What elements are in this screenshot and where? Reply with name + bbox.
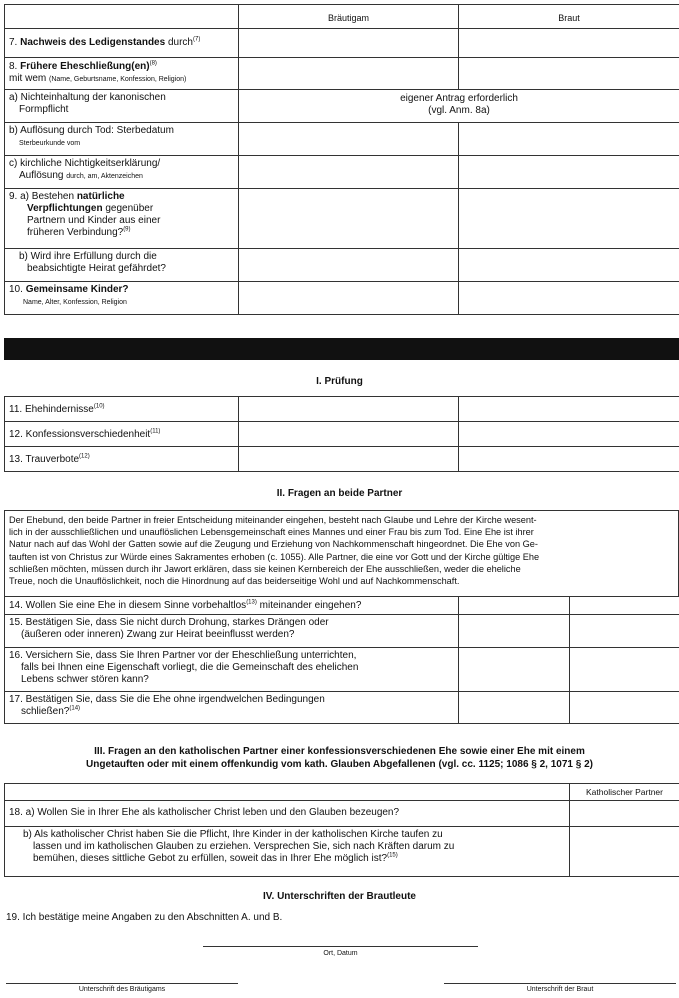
row-9a-bride-cell[interactable]: [459, 189, 679, 249]
q17-bride-cell[interactable]: [570, 692, 679, 724]
catholic-partner-table: [4, 783, 679, 877]
row-11-groom-cell[interactable]: [239, 397, 459, 422]
q17-groom-cell[interactable]: [459, 692, 570, 724]
marital-status-table: [4, 4, 679, 315]
row-8a-label: a) Nichteinhaltung der kanonischen Formpflicht: [5, 90, 239, 123]
row-9b-groom-cell[interactable]: [239, 249, 459, 282]
row-13-label: 13. Trauverbote$^{(12)}$: [5, 447, 239, 472]
row-9b-label: b) Wird ihre Erfüllung durch die beabsichtigte Heirat gefährdet?: [5, 249, 239, 282]
row-8-groom-cell[interactable]: [239, 58, 459, 90]
row-8-label: 8. Frühere Eheschließung(en)$^{(8)}$ mit wem (Name, Geburtsname, Konfession, Religion): [5, 58, 239, 90]
header-blank: [5, 5, 239, 29]
section-2-title: II. Fragen an beide Partner: [276, 488, 403, 499]
row-7-groom-cell[interactable]: [239, 29, 459, 58]
row-9a-label: 9. a) Bestehen natürliche Verpflichtungen gegenüber Partnern und Kinder aus einer früheren Verbindung?$^{(9)}$: [5, 189, 239, 249]
q18b-answer-cell[interactable]: [570, 827, 679, 877]
q14-label: 14. Wollen Sie eine Ehe in diesem Sinne vorbehaltlos$^{(13)}$ miteinander eingehen?: [5, 597, 459, 615]
row-8b-groom-cell[interactable]: [239, 123, 459, 156]
catholic-header-blank: [5, 784, 570, 801]
row-12-label: 12. Konfessionsverschiedenheit$^{(11)}$: [5, 422, 239, 447]
q18b-label: b) Als katholischer Christ haben Sie die Pflicht, Ihre Kinder in der katholischen Kirche taufen zu lassen und im katholischen Glauben zu erziehen. Versprechen Sie, sich nach Kräften darum zu bemühen, dieses sittliche Gebot zu erfüllen, soweit das in Ihrer Ehe möglich ist?$^{(15)}$: [5, 827, 570, 877]
row-8a-merged-note: eigener Antrag erforderlich (vgl. Anm. 8a): [239, 90, 679, 123]
q15-groom-cell[interactable]: [459, 615, 570, 648]
q17-label: 17. Bestätigen Sie, dass Sie die Ehe ohne irgendwelchen Bedingungen schließen?$^{(14)}$: [5, 692, 459, 724]
q15-label: 15. Bestätigen Sie, dass Sie nicht durch Drohung, starkes Drängen oder (äußeren oder inneren) Zwang zur Heirat beeinflusst werden?: [5, 615, 459, 648]
row-8c-label: c) kirchliche Nichtigkeitserklärung/ Auflösung durch, am, Aktenzeichen: [5, 156, 239, 189]
row-8c-groom-cell[interactable]: [239, 156, 459, 189]
q18a-answer-cell[interactable]: [570, 801, 679, 827]
row-8-bride-cell[interactable]: [459, 58, 679, 90]
row-13-bride-cell[interactable]: [459, 447, 679, 472]
row-12-bride-cell[interactable]: [459, 422, 679, 447]
q16-groom-cell[interactable]: [459, 648, 570, 692]
row-11-bride-cell[interactable]: [459, 397, 679, 422]
bride-signature-line[interactable]: [444, 983, 676, 984]
q14-groom-cell[interactable]: [459, 597, 570, 615]
row-10-bride-cell[interactable]: [459, 282, 679, 315]
section-b-header-bar: [4, 338, 679, 360]
q16-bride-cell[interactable]: [570, 648, 679, 692]
questions-both-table: [4, 596, 679, 724]
row-12-groom-cell[interactable]: [239, 422, 459, 447]
row-8c-bride-cell[interactable]: [459, 156, 679, 189]
q15-bride-cell[interactable]: [570, 615, 679, 648]
examination-table: [4, 396, 679, 472]
row-8b-bride-cell[interactable]: [459, 123, 679, 156]
row-10-label: 10. Gemeinsame Kinder? Name, Alter, Konfession, Religion: [5, 282, 239, 315]
section-1-title: I. Prüfung: [316, 376, 363, 387]
q18a-label: 18. a) Wollen Sie in Ihrer Ehe als katholischer Christ leben und den Glauben bezeugen?: [5, 801, 570, 827]
q19-text: 19. Ich bestätige meine Angaben zu den Abschnitten A. und B.: [6, 912, 283, 923]
row-10-groom-cell[interactable]: [239, 282, 459, 315]
row-9b-bride-cell[interactable]: [459, 249, 679, 282]
groom-signature-caption: Unterschrift des Bräutigams: [78, 986, 166, 993]
row-13-groom-cell[interactable]: [239, 447, 459, 472]
col-groom-header: Bräutigam: [239, 5, 459, 29]
row-11-label: 11. Ehehindernisse$^{(10)}$: [5, 397, 239, 422]
groom-signature-line[interactable]: [6, 983, 238, 984]
place-date-line[interactable]: [203, 946, 478, 947]
place-date-caption: Ort, Datum: [323, 950, 358, 957]
col-catholic-header: Katholischer Partner: [570, 784, 679, 801]
section-3-title: III. Fragen an den katholischen Partner einer konfessionsverschiedenen Ehe sowie einer Ehe mit einem Ungetauften oder mit einem offenkundig vom kath. Glauben Abgefallenen (vgl. cc. 1125; 1086 § 2, 1071 § 2): [86, 746, 593, 770]
row-7-bride-cell[interactable]: [459, 29, 679, 58]
col-bride-header: Braut: [459, 5, 679, 29]
q14-bride-cell[interactable]: [570, 597, 679, 615]
q16-label: 16. Versichern Sie, dass Sie Ihren Partner vor der Eheschließung unterrichten, falls bei Ihnen eine Eigenschaft vorliegt, die die Gemeinschaft des ehelichen Lebens schwer stören kann?: [5, 648, 459, 692]
bride-signature-caption: Unterschrift der Braut: [526, 986, 594, 993]
section-4-title: IV. Unterschriften der Brautleute: [262, 891, 416, 902]
row-9a-groom-cell[interactable]: [239, 189, 459, 249]
intro-paragraph: Der Ehebund, den beide Partner in freier Entscheidung miteinander eingehen, besteht nach Glaube und Lehre der Kirche wesent- lich in der ausschließlichen und unauflöslichen Lebensgemeinschaft eines Mannes und einer Frau bis zum Tod. Eine Ehe ist ihrer Natur nach auf das Wohl der Gatten sowie auf die Zeugung und Erziehung von Nachkommenschaft hingeordnet. Die Ehe von Ge- tauften ist von Christus zur Würde eines Sakramentes erhoben (c. 1055). Alle Partner, die eine vor Gott und der Kirche gültige Ehe schließen möchten, müssen durch ihr Jawort erklären, dass sie keinen Kernbereich der Ehe ausschließen, weder die eheliche Treue, noch die Unauflöslichkeit, noch die Hinordnung auf das beiderseitige Wohl und auf Nachkommenschaft.: [9, 515, 540, 587]
row-7-label: 7. Nachweis des Ledigenstandes durch$^{(7)}$: [5, 29, 239, 58]
row-8b-label: b) Auflösung durch Tod: Sterbedatum Sterbeurkunde vom: [5, 123, 239, 156]
